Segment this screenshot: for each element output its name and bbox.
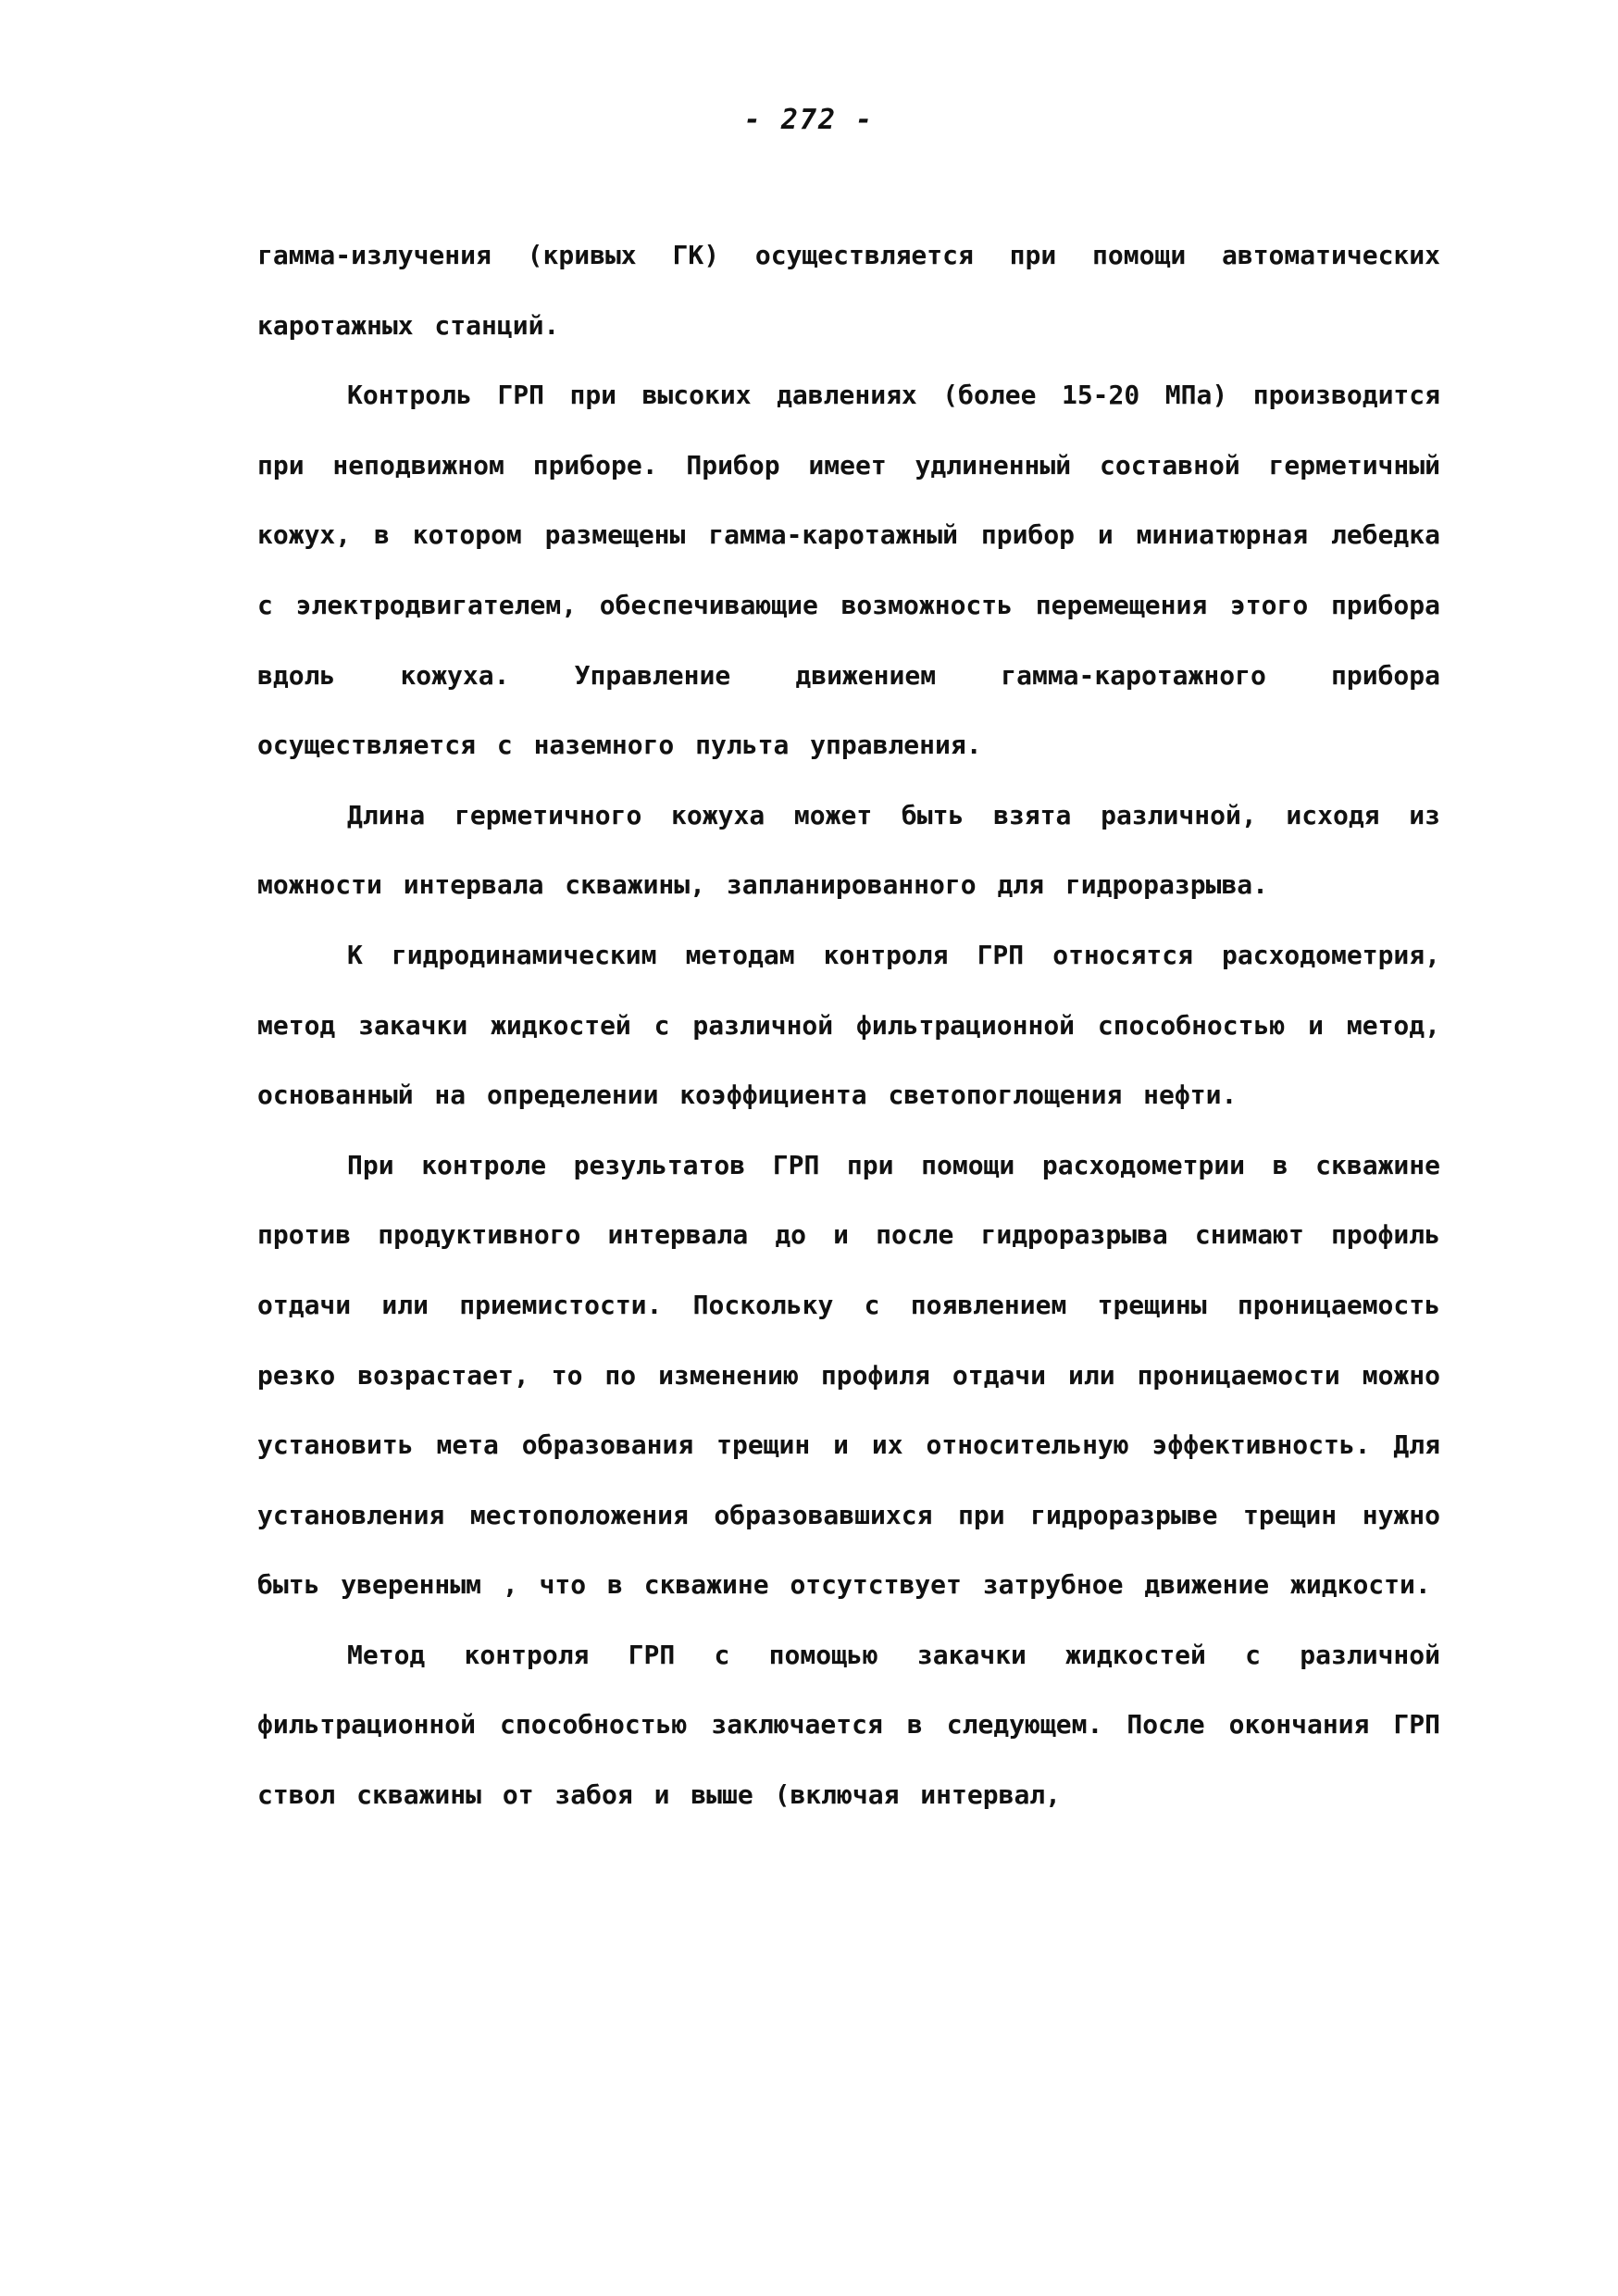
page-number: - 272 - bbox=[743, 104, 875, 136]
paragraph: Метод контроля ГРП с помощью закачки жидкостей с различной фильтрационной способностью заключается в следующем. После окончания ГРП ствол скважины от забоя и выше (включая интервал, bbox=[257, 1639, 1440, 1811]
paragraph: При контроле результатов ГРП при помощи расходометрии в скважине против продуктивного интервала до и после гидроразрыва снимают профиль отдачи или приемистости. Поскольку с появлением трещины проницаемость резко возрастает, то по изменению профиля отдачи или проницаемости можно установить мета образования трещин и их относительную эффективность. Для установления местоположения образовавшихся при гидроразрыве трещин нужно быть уверенным , что в скважине отсутствует затрубное движение жидкости. bbox=[257, 1149, 1440, 1601]
paragraph: Контроль ГРП при высоких давлениях (более 15-20 МПа) производится при неподвижном приборе. Прибор имеет удлиненный составной герметичный кожух, в котором размещены гамма-каротажный прибор и миниатюрная лебедка с электродвигателем, обеспечивающие возможность перемещения этого прибора вдоль кожуха. Управление движением гамма-каротажного прибора осуществляется с наземного пульта управления. bbox=[257, 380, 1440, 761]
document-body bbox=[257, 220, 1440, 1830]
paragraph: Длина герметичного кожуха может быть взята различной, исходя из можности интервала скважины, запланированного для гидроразрыва. bbox=[257, 799, 1440, 901]
paragraph: гамма-излучения (кривых ГК) осуществляется при помощи автоматических каротажных станций. bbox=[257, 240, 1440, 341]
paragraph: К гидродинамическим методам контроля ГРП относятся расходометрия, метод закачки жидкостей с различной фильтрационной способностью и метод, основанный на определении коэффициента светопоглощения нефти. bbox=[257, 939, 1440, 1111]
